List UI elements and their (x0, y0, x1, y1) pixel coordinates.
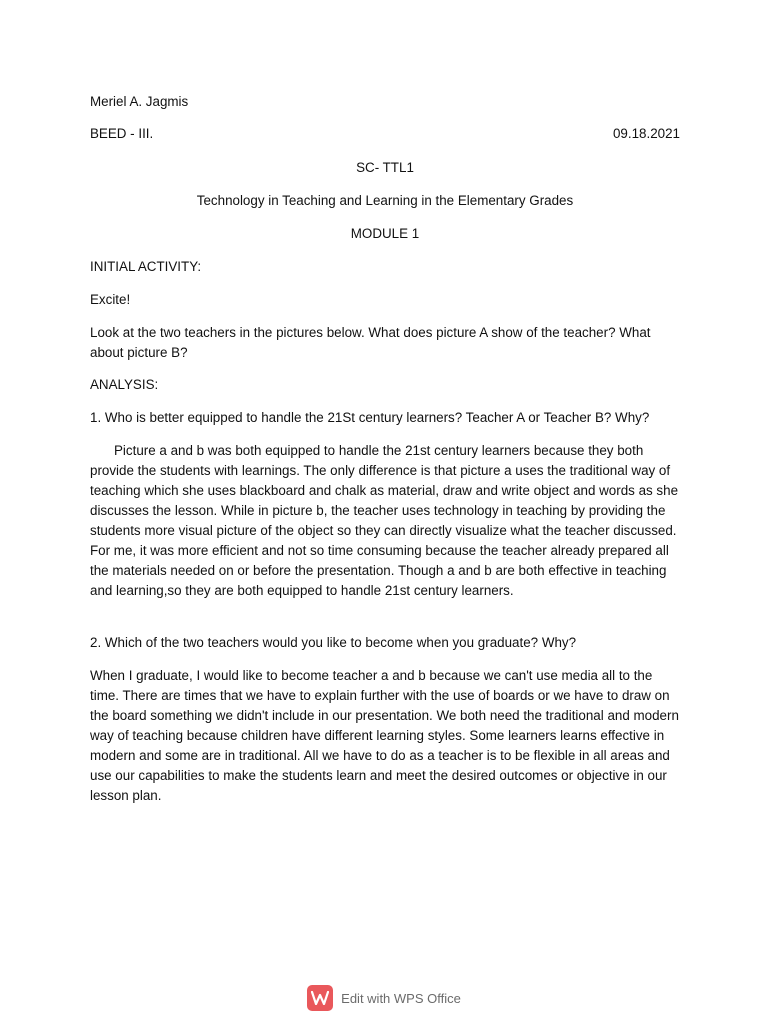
activity-prompt: Look at the two teachers in the pictures below. What does picture A show of the teacher? What about picture B? (90, 325, 651, 360)
wps-edit-link[interactable]: Edit with WPS Office (341, 990, 461, 1006)
subject-title: Technology in Teaching and Learning in the Elementary Grades (196, 193, 574, 208)
course-date-row (90, 124, 680, 144)
answer-1: Picture a and b was both equipped to handle the 21st century learners because they both provide the students with learnings. The only difference is that picture a uses the traditional way of teaching which she uses blackboard and chalk as material, draw and write object and words as she discusses the lesson. While in picture b, the teacher uses technology in teaching by providing the students more visual picture of the object so they can directly visualize what the teacher discussed. For me, it was more efficient and not so time consuming because the teacher already prepared all the materials needed on or before the presentation. Though a and b are both effective in teaching and learning,so they are both equipped to handle 21st century learners. (90, 443, 679, 598)
course-label: BEED - III. (90, 126, 154, 141)
document-date: 09.18.2021 (612, 126, 680, 141)
wps-footer[interactable] (0, 985, 768, 1011)
wps-logo-icon (307, 985, 333, 1011)
analysis-heading: ANALYSIS: (90, 377, 159, 392)
initial-activity-heading: INITIAL ACTIVITY: (90, 259, 202, 274)
question-2: 2. Which of the two teachers would you like to become when you graduate? Why? (90, 635, 577, 650)
question-1: 1. Who is better equipped to handle the 21St century learners? Teacher A or Teacher B? Why? (90, 410, 650, 425)
module-title: MODULE 1 (350, 226, 420, 241)
subject-code: SC- TTL1 (356, 160, 414, 175)
author-name: Meriel A. Jagmis (90, 94, 189, 109)
excite-label: Excite! (90, 292, 131, 307)
answer-2: When I graduate, I would like to become teacher a and b because we can't use media all to the time. There are times that we have to explain further with the use of boards or we have to draw on the board something we didn't include in our presentation. We both need the traditional and modern way of teaching because children have different learning styles. Some learners learns effective in modern and some are in traditional. All we have to do as a teacher is to be flexible in all areas and use our capabilities to make the students learn and meet the desired outcomes or objective in our lesson plan. (90, 668, 679, 803)
